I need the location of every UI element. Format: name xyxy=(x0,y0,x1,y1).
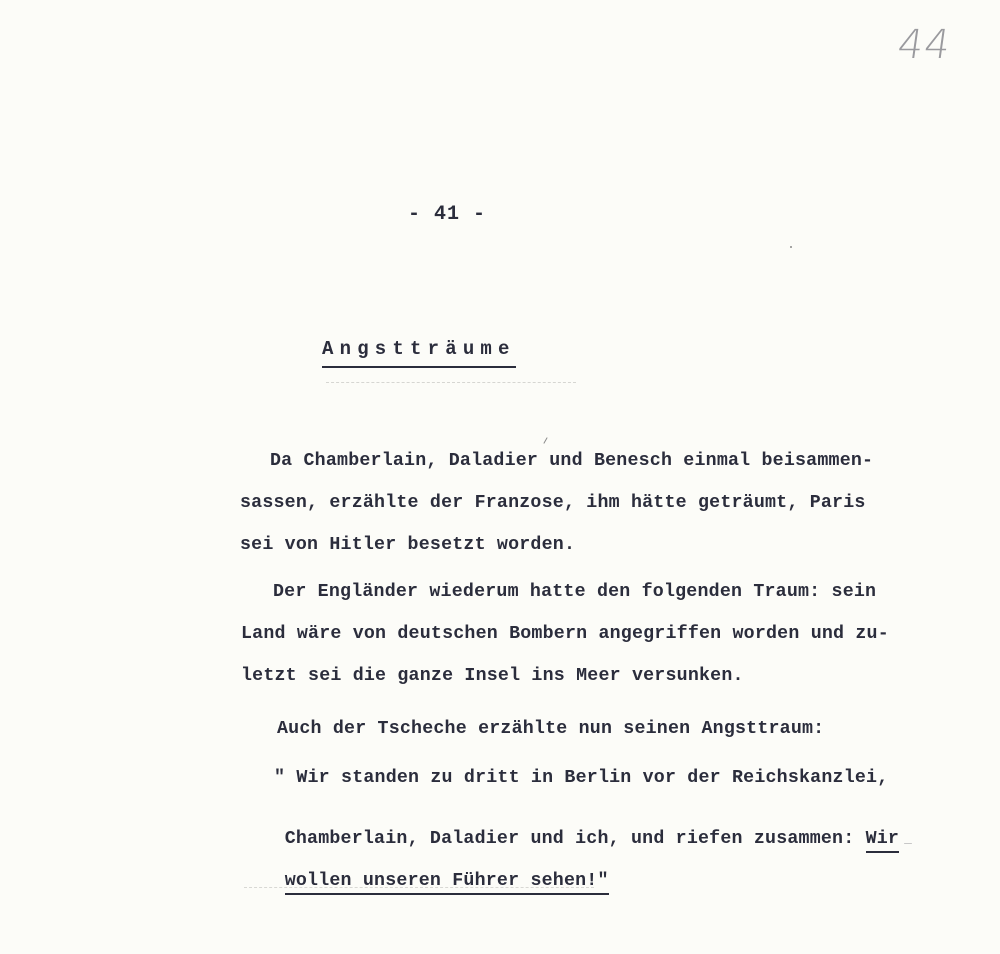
paper-speck xyxy=(904,843,912,844)
underlined-text: wollen unseren Führer sehen!" xyxy=(285,871,609,895)
underlined-text: Wir xyxy=(866,829,900,853)
handwritten-page-note: 44 xyxy=(894,22,955,68)
page-number: - 41 - xyxy=(408,203,487,226)
text-line: letzt sei die ganze Insel ins Meer versunken. xyxy=(241,666,744,686)
text-segment: Chamberlain, Daladier und ich, und riefen zusammen: xyxy=(284,829,866,849)
text-line: sei von Hitler besetzt worden. xyxy=(240,535,576,555)
text-line: sassen, erzählte der Franzose, ihm hätte geträumt, Paris xyxy=(240,493,866,513)
page-title: Angstträume xyxy=(322,338,516,368)
text-line xyxy=(240,851,609,911)
text-line: Der Engländer wiederum hatte den folgenden Traum: sein xyxy=(273,582,877,602)
title-underline-bleed xyxy=(326,382,576,383)
text-line: Land wäre von deutschen Bombern angegriffen worden und zu- xyxy=(241,624,889,644)
text-line: " Wir standen zu dritt in Berlin vor der Reichskanzlei, xyxy=(274,768,889,788)
paper-speck xyxy=(543,437,547,444)
paper-speck xyxy=(790,246,792,248)
text-line: Auch der Tscheche erzählte nun seinen Angsttraum: xyxy=(277,719,825,739)
text-line: Da Chamberlain, Daladier und Benesch einmal beisammen- xyxy=(270,451,874,471)
underline-bleed xyxy=(244,887,594,888)
